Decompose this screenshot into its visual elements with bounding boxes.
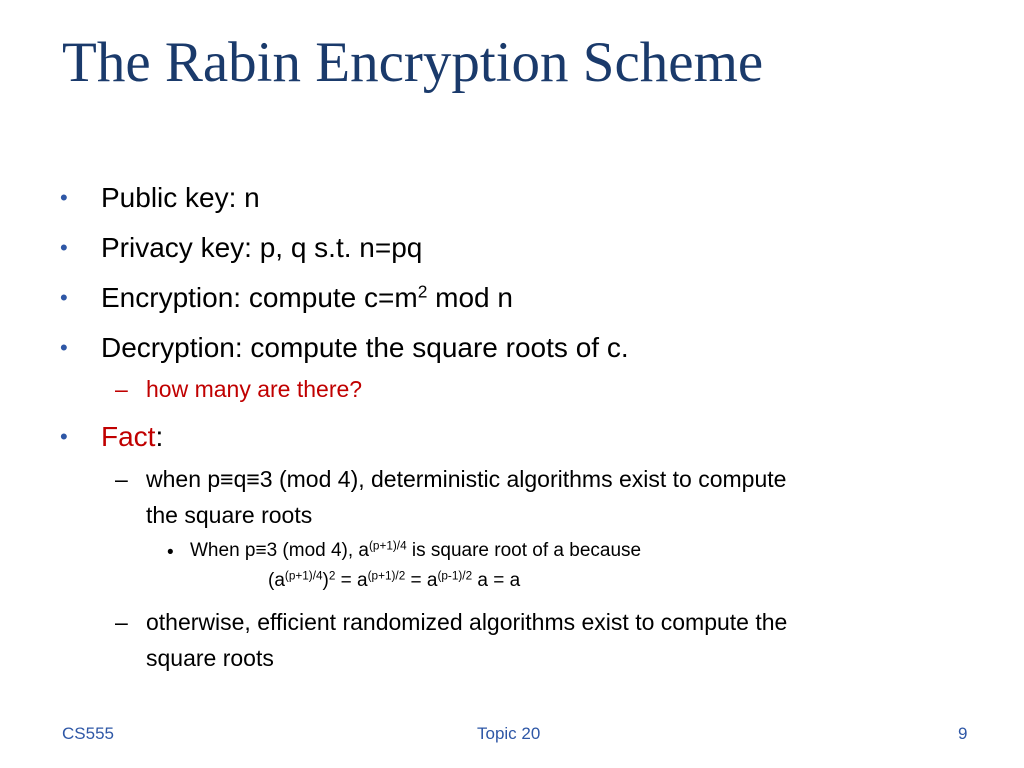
dash-icon: – [115, 376, 128, 402]
fact-deterministic-line2: the square roots [146, 502, 313, 528]
footer-topic: Topic 20 [477, 724, 541, 743]
fact-randomized-line1: otherwise, efficient randomized algorithms exist to compute the [146, 609, 788, 635]
decryption-question: how many are there? [146, 376, 363, 402]
footer-page-number: 9 [958, 724, 968, 743]
bullet-icon: • [60, 285, 68, 310]
footer-course: CS555 [62, 724, 114, 743]
slide-title: The Rabin Encryption Scheme [62, 31, 764, 94]
bullet-icon: • [60, 185, 68, 210]
bullet-icon: • [60, 335, 68, 360]
bullet-icon: • [60, 424, 68, 449]
fact-deterministic-line1: when p≡q≡3 (mod 4), deterministic algorithms exist to compute [146, 466, 787, 492]
bullet-icon: • [60, 235, 68, 260]
bullet-decryption: Decryption: compute the square roots of c. [101, 332, 629, 363]
bullet-fact: Fact: [101, 421, 164, 452]
fact-randomized-line2: square roots [146, 645, 274, 671]
bullet-icon: • [167, 542, 174, 563]
fact-detail-line1: When p≡3 (mod 4), $a^{(p+1)/4}$ is square root of a because [190, 539, 642, 561]
bullet-encryption: Encryption: compute $c=m^2$ mod n [101, 281, 513, 313]
fact-detail-line2: $(a^{(p+1)/4})^2 = a^{(p+1)/2} = a^{(p-1)/2}$ a = a [268, 569, 521, 591]
bullet-public-key: Public key: n [101, 182, 260, 213]
bullet-privacy-key: Privacy key: p, q s.t. n=pq [101, 232, 423, 263]
dash-icon: – [115, 609, 128, 635]
dash-icon: – [115, 466, 128, 492]
